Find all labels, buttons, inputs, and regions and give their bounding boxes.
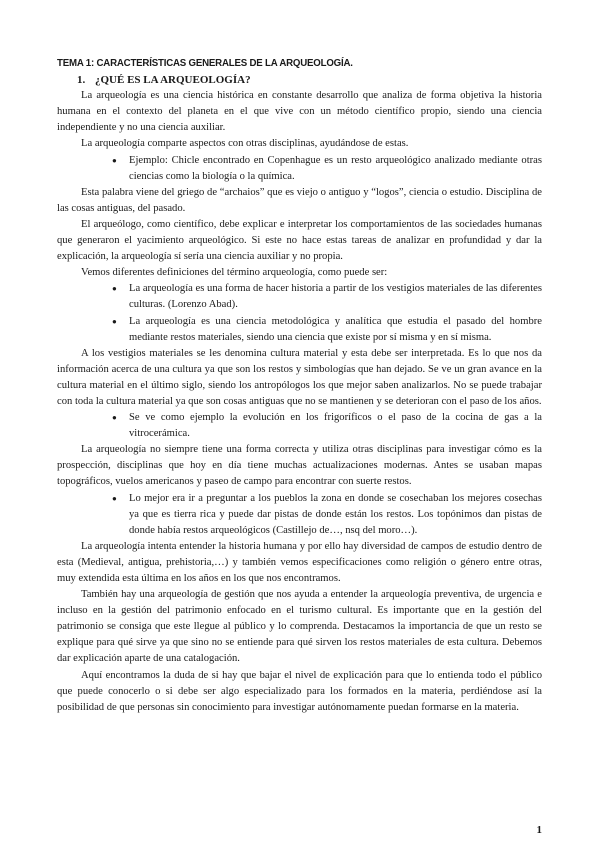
- page-number: 1: [536, 824, 542, 836]
- paragraph: Vemos diferentes definiciones del término arqueología, como puede ser:: [81, 267, 388, 279]
- document-title: TEMA 1: CARACTERÍSTICAS GENERALES DE LA ARQUEOLOGÍA.: [57, 58, 353, 69]
- paragraph: A los vestigios materiales se les denomina cultura material y esta debe ser interpretada. Es lo que nos da información acerca de una cultura ya que son los restos y simbologías que han dejado. Se ve un gran avance en la cultura material en el último siglo, siendo los antropólogos los que mejor saben analizarlos. No se puede trabajar con toda la cultura material ya que son cosas antiguas que no se mantienen y se deterioran con el paso de los años.: [57, 347, 542, 407]
- list-item: ● Ejemplo: Chicle encontrado en Copenhague es un resto arqueológico analizado mediante otras ciencias como la biología o la química.: [129, 153, 542, 185]
- section-heading-text: ¿QUÉ ES LA ARQUEOLOGÍA?: [95, 74, 251, 87]
- paragraph: La arqueología es una ciencia histórica en constante desarrollo que analiza de forma objetiva la historia humana en el contexto del planeta en el que vive con un método científico propio, siendo una ciencia independiente y no una ciencia auxiliar.: [57, 90, 542, 134]
- paragraph: Esta palabra viene del griego de “archaios” que es viejo o antiguo y “logos”, ciencia o estudio. Disciplina de las cosas antiguas, del pasado.: [57, 186, 542, 214]
- list-item: ● Se ve como ejemplo la evolución en los frigoríficos o el paso de la cocina de gas a la vitrocerámica.: [129, 410, 542, 442]
- page-content: [57, 56, 542, 716]
- list-item: ● La arqueología es una forma de hacer historia a partir de los vestigios materiales de las diferentes culturas. (Lorenzo Abad).: [129, 281, 542, 313]
- bullet-list: [57, 281, 542, 345]
- paragraph: También hay una arqueología de gestión que nos ayuda a entender la arqueología preventiva, de urgencia e incluso en la gestión del patrimonio enfocado en el turismo cultural. Es importante que en la gestión del patrimonio se consiga que este llegue al público y lo comprenda. Destacamos la importancia de que un resto se explique para qué sirve ya que sino no se entiende para qué sirven los restos materiales de esta cultura. Debemos dar explicación aparte de una catalogación.: [57, 589, 542, 665]
- paragraph: La arqueología intenta entender la historia humana y por ello hay diversidad de campos de estudio dentro de esta (Medieval, antigua, prehistoria,…) y también vemos especificaciones como religión o género entre otras, muy extendida esta última en los años en los que nos encontramos.: [57, 540, 542, 584]
- list-item: ● La arqueología es una ciencia metodológica y analítica que estudia el pasado del hombre mediante restos materiales, siendo una ciencia que existe por sí misma y en sí misma.: [129, 314, 542, 346]
- paragraph: La arqueología no siempre tiene una forma correcta y utiliza otras disciplinas para investigar cómo es la prospección, disciplinas que hoy en día tiene muchas actualizaciones modernas. Antes se usaban mapas topográficos, vuelos americanos y paseo de campo para encontrar con suerte restos.: [57, 444, 542, 488]
- paragraph: El arqueólogo, como científico, debe explicar e interpretar los comportamientos de las sociedades humanas que generaron el yacimiento arqueológico. Si este no hace estas tareas de analizar en profundidad y dar la explicación, la arqueología sí sería una ciencia auxiliar y no propia.: [57, 218, 542, 263]
- bullet-list: [57, 491, 542, 539]
- bullet-list: [57, 153, 542, 185]
- paragraph: La arqueología comparte aspectos con otras disciplinas, ayudándose de estas.: [81, 138, 409, 150]
- list-item: ● Lo mejor era ir a preguntar a los pueblos la zona en donde se cosechaban los mejores cosechas ya que es tierra rica y puede dar pistas de donde están los restos. Los topónimos dan pistas de donde había restos arqueológicos (Castillejo de…, nsq del moro…).: [129, 491, 542, 539]
- paragraph: Aquí encontramos la duda de si hay que bajar el nivel de explicación para que lo entienda todo el público que puede conocerlo o si debe ser algo especializado para los formados en la materia, perdiéndose así la posibilidad de que personas sin conocimiento para investigar autónomamente puedan formarse en la materia.: [57, 669, 542, 713]
- section-number: 1.: [77, 74, 86, 87]
- bullet-list: [57, 410, 542, 442]
- section-heading: [77, 72, 542, 88]
